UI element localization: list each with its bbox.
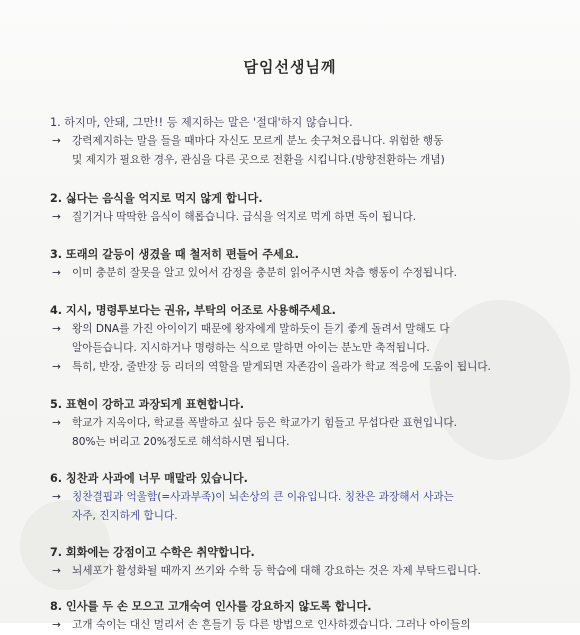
arrow-icon: → — [52, 361, 61, 373]
section-2 — [50, 190, 560, 227]
arrow-icon: → — [52, 211, 61, 223]
section-heading: 5. 표현이 강하고 과장되게 표현합니다. — [50, 398, 244, 411]
section-heading: 4. 지시, 명령투보다는 권유, 부탁의 어조로 사용해주세요. — [50, 304, 336, 317]
section-heading: 3. 또래의 갈등이 생겼을 때 철저히 편들어 주세요. — [50, 248, 299, 261]
bullet-line: 칭찬결핍과 억울함(=사과부족)이 뇌손상의 큰 이유입니다. 칭찬은 과장해서 사과는 — [72, 491, 454, 503]
bullet-line: 특히, 반장, 줄반장 등 리더의 역할을 맡게되면 자존감이 올라가 학교 적응에 도움이 됩니다. — [72, 361, 491, 373]
arrow-icon: → — [52, 417, 61, 429]
bullet-item — [50, 414, 560, 452]
section-heading: 7. 회화에는 강점이고 수학은 취약합니다. — [50, 546, 255, 559]
section-1 — [50, 114, 560, 170]
bullet-line: 질기거나 딱딱한 음식이 해롭습니다. 급식을 억지로 먹게 하면 독이 됩니다. — [72, 211, 417, 223]
section-heading: 8. 인사를 두 손 모으고 고개숙여 인사를 강요하지 않도록 합니다. — [50, 600, 372, 613]
bullet-item — [50, 488, 560, 526]
bullet-line: 고개 숙이는 대신 멀리서 손 흔들기 등 다른 방법으로 인사하겠습니다. 그러나 아이들의 — [72, 619, 471, 631]
arrow-icon: → — [52, 619, 61, 631]
arrow-icon: → — [52, 267, 61, 279]
section-heading: 6. 칭찬과 사과에 너무 매말라 있습니다. — [50, 472, 248, 485]
letter-title: 담임선생님께 — [243, 58, 337, 76]
bullet-line: 왕의 DNA를 가진 아이이기 때문에 왕자에게 말하듯이 듣기 좋게 돌려서 말해도 다 — [72, 323, 450, 335]
arrow-icon: → — [52, 323, 61, 335]
bullet-line: 이미 충분히 잘못을 알고 있어서 감정을 충분히 읽어주시면 차츰 행동이 수정됩니다. — [72, 267, 457, 279]
arrow-icon: → — [52, 491, 61, 503]
section-8 — [50, 598, 560, 635]
bullet-item — [50, 320, 560, 358]
section-7 — [50, 544, 560, 581]
section-3 — [50, 246, 560, 283]
bullet-line: 학교가 지옥이다, 학교를 폭발하고 싶다 등은 학교가기 힘들고 무섭다란 표현입니다. — [72, 417, 457, 429]
bullet-line: 알아듣습니다. 지시하거나 명령하는 식으로 말하면 아이는 분노만 축적됩니다. — [72, 342, 430, 354]
section-6 — [50, 470, 560, 526]
section-4 — [50, 302, 560, 377]
bullet-item — [50, 616, 560, 635]
section-5 — [50, 396, 560, 452]
bullet-line: 자주, 진지하게 합니다. — [72, 510, 178, 522]
section-heading: 2. 싫다는 음식을 억지로 먹지 않게 합니다. — [50, 192, 263, 205]
bullet-line: 80%는 버리고 20%정도로 해석하시면 됩니다. — [72, 436, 290, 448]
bullet-line: 및 제지가 필요한 경우, 관심을 다른 곳으로 전환을 시킵니다.(방향전환하는 개념) — [72, 154, 445, 166]
bullet-item — [50, 562, 560, 581]
bullet-item — [50, 358, 560, 377]
arrow-icon: → — [52, 135, 61, 147]
section-heading: 1. 하지마, 안돼, 그만!! 등 제지하는 말은 '절대'하지 않습니다. — [50, 116, 353, 129]
arrow-icon: → — [52, 565, 61, 577]
bullet-line: 강력제지하는 말을 들을 때마다 자신도 모르게 분노 솟구쳐오릅니다. 위험한 행동 — [72, 135, 444, 147]
bullet-item — [50, 264, 560, 283]
bullet-line: 뇌세포가 활성화될 때까지 쓰기와 수학 등 학습에 대해 강요하는 것은 자제 부탁드립니다. — [72, 565, 481, 577]
bullet-item — [50, 132, 560, 170]
bullet-item — [50, 208, 560, 227]
